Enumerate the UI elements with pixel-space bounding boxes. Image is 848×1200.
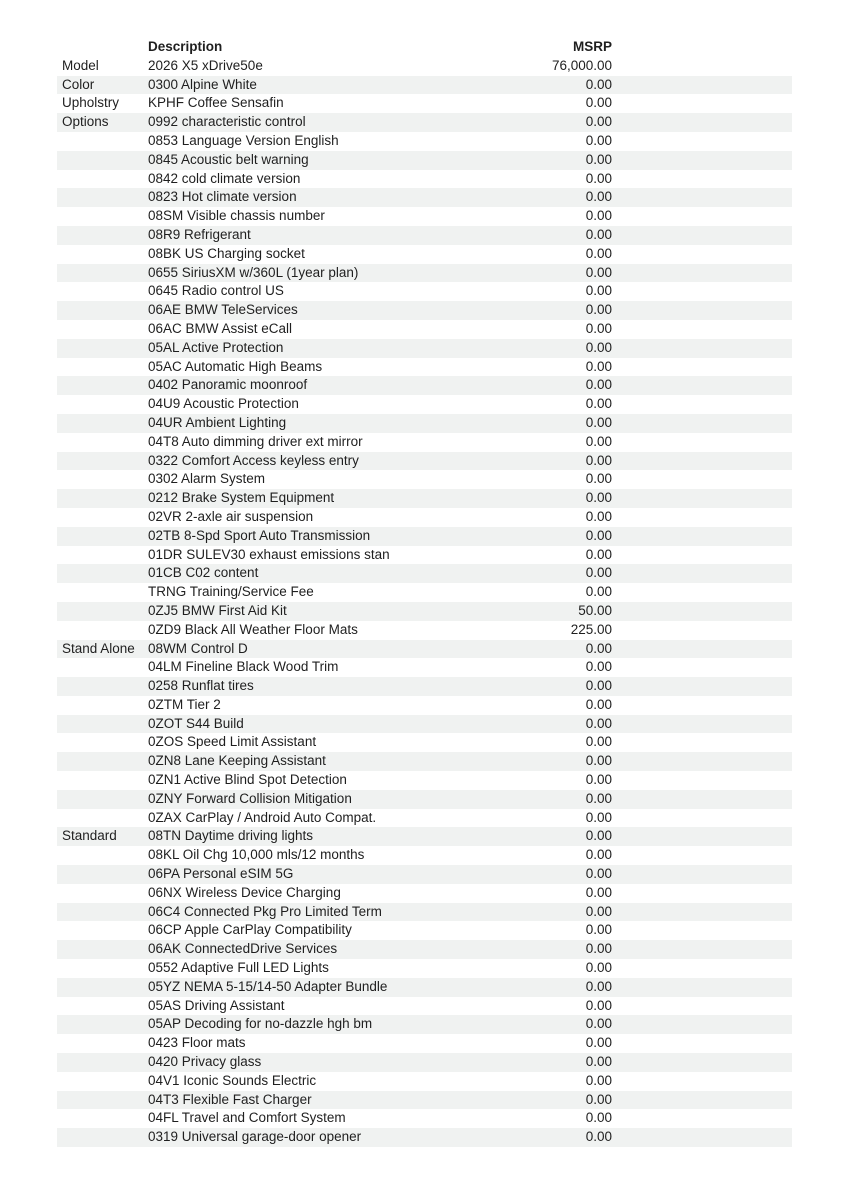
table-row [57,358,792,377]
row-description: TRNG Training/Service Fee [148,584,314,600]
row-category-label [57,226,148,245]
row-spacer [612,376,792,395]
row-msrp: 0.00 [585,358,612,374]
row-category-label [57,264,148,283]
table-header-row [57,38,792,57]
row-category-label [57,151,148,170]
table-row [57,546,792,565]
table-row [57,470,792,489]
row-spacer [612,790,792,809]
row-description: 04UR Ambient Lighting [148,414,287,430]
table-row [57,1034,792,1053]
row-msrp: 0.00 [585,283,612,299]
row-spacer [612,470,792,489]
row-msrp: 0.00 [585,584,612,600]
row-description: 0ZAX CarPlay / Android Auto Compat. [148,809,377,825]
row-description: 04FL Travel and Comfort System [148,1110,346,1126]
row-description: 0322 Comfort Access keyless entry [148,452,359,468]
row-description: 08SM Visible chassis number [148,208,325,224]
row-description: KPHF Coffee Sensafin [148,95,284,111]
row-description: 04T8 Auto dimming driver ext mirror [148,433,363,449]
row-description: 0ZN1 Active Blind Spot Detection [148,772,347,788]
row-spacer [612,978,792,997]
row-msrp: 0.00 [585,377,612,393]
row-category-label [57,1053,148,1072]
category-column-header [57,38,148,57]
row-category-label [57,489,148,508]
table-row [57,583,792,602]
row-category-label [57,527,148,546]
row-description: 0212 Brake System Equipment [148,490,335,506]
row-category-label [57,546,148,565]
row-category-label [57,470,148,489]
row-description: 0992 characteristic control [148,114,306,130]
row-description: 0853 Language Version English [148,132,339,148]
row-spacer [612,771,792,790]
row-category-label [57,583,148,602]
row-description: 05AS Driving Assistant [148,997,285,1013]
row-description: 08R9 Refrigerant [148,226,251,242]
table-row [57,170,792,189]
row-description: 0ZJ5 BMW First Aid Kit [148,602,287,618]
table-row [57,827,792,846]
row-category-label [57,207,148,226]
table-row [57,452,792,471]
table-row [57,752,792,771]
row-spacer [612,696,792,715]
row-spacer [612,940,792,959]
row-category-label [57,903,148,922]
row-spacer [612,245,792,264]
row-description: 0645 Radio control US [148,283,284,299]
row-spacer [612,884,792,903]
table-row [57,282,792,301]
row-description: 0420 Privacy glass [148,1054,262,1070]
table-row [57,658,792,677]
row-description: 0655 SiriusXM w/360L (1year plan) [148,264,359,280]
table-row [57,264,792,283]
row-description: 08BK US Charging socket [148,245,305,261]
row-description: 0552 Adaptive Full LED Lights [148,960,329,976]
table-row [57,640,792,659]
row-description: 08KL Oil Chg 10,000 mls/12 months [148,847,365,863]
row-spacer [612,640,792,659]
table-row [57,809,792,828]
row-category-label [57,1034,148,1053]
row-msrp: 0.00 [585,132,612,148]
table-row [57,1053,792,1072]
table-row [57,1072,792,1091]
table-row [57,1091,792,1110]
table-row [57,113,792,132]
row-msrp: 0.00 [585,546,612,562]
row-spacer [612,809,792,828]
row-msrp: 0.00 [585,997,612,1013]
table-row [57,527,792,546]
table-row [57,57,792,76]
row-msrp: 0.00 [585,527,612,543]
table-row [57,1109,792,1128]
row-msrp: 0.00 [585,1035,612,1051]
row-category-label [57,790,148,809]
row-category-label [57,395,148,414]
row-msrp: 0.00 [585,753,612,769]
row-spacer [612,282,792,301]
row-spacer [612,151,792,170]
row-description: 0ZOS Speed Limit Assistant [148,734,317,750]
row-spacer [612,959,792,978]
row-description: 0ZTM Tier 2 [148,696,221,712]
row-description: 0258 Runflat tires [148,678,254,694]
row-spacer [612,546,792,565]
row-spacer [612,846,792,865]
row-msrp: 0.00 [585,490,612,506]
row-description: 01CB C02 content [148,565,259,581]
row-spacer [612,1072,792,1091]
row-msrp: 0.00 [585,1054,612,1070]
row-category-label: Stand Alone [62,640,135,656]
row-category-label [57,940,148,959]
row-spacer [612,301,792,320]
row-spacer [612,1091,792,1110]
row-description: 06AE BMW TeleServices [148,302,298,318]
table-row [57,151,792,170]
row-category-label [57,188,148,207]
row-spacer [612,715,792,734]
row-spacer [612,827,792,846]
table-row [57,76,792,95]
row-category-label [57,452,148,471]
row-msrp: 0.00 [585,790,612,806]
table-row [57,621,792,640]
row-description: 02TB 8-Spd Sport Auto Transmission [148,527,371,543]
row-spacer [612,452,792,471]
row-spacer [612,395,792,414]
table-row [57,320,792,339]
row-category-label [57,959,148,978]
row-description: 02VR 2-axle air suspension [148,508,314,524]
row-category-label: Options [62,114,109,130]
row-msrp: 76,000.00 [551,57,612,73]
row-msrp: 0.00 [585,866,612,882]
table-row [57,921,792,940]
row-category-label: Color [62,76,95,92]
row-msrp: 0.00 [585,95,612,111]
row-spacer [612,508,792,527]
row-description: 0300 Alpine White [148,76,257,92]
row-description: 04U9 Acoustic Protection [148,396,299,412]
table-row [57,978,792,997]
table-row [57,677,792,696]
row-spacer [612,527,792,546]
table-row [57,339,792,358]
row-spacer [612,1053,792,1072]
row-category-label [57,282,148,301]
table-row [57,696,792,715]
row-spacer [612,226,792,245]
row-spacer [612,733,792,752]
row-msrp: 0.00 [585,884,612,900]
table-row [57,188,792,207]
table-row [57,884,792,903]
row-category-label [57,715,148,734]
table-row [57,771,792,790]
row-spacer [612,921,792,940]
row-description: 05YZ NEMA 5-15/14-50 Adapter Bundle [148,978,388,994]
row-category-label [57,132,148,151]
row-spacer [612,1128,792,1147]
row-category-label: Model [62,57,99,73]
row-category-label [57,376,148,395]
row-spacer [612,170,792,189]
table-row [57,489,792,508]
row-description: 05AL Active Protection [148,339,284,355]
row-category-label [57,339,148,358]
table-row [57,376,792,395]
row-category-label [57,170,148,189]
row-spacer [612,865,792,884]
table-row [57,865,792,884]
row-msrp: 0.00 [585,903,612,919]
row-category-label [57,320,148,339]
table-row [57,226,792,245]
row-msrp: 0.00 [585,1016,612,1032]
row-category-label [57,245,148,264]
row-spacer [612,188,792,207]
table-row [57,132,792,151]
row-spacer [612,132,792,151]
row-msrp: 0.00 [585,302,612,318]
table-row [57,602,792,621]
row-msrp: 0.00 [585,414,612,430]
row-category-label [57,865,148,884]
row-description: 06CP Apple CarPlay Compatibility [148,922,352,938]
table-row [57,1015,792,1034]
row-category-label [57,677,148,696]
row-description: 0319 Universal garage-door opener [148,1129,362,1145]
table-row [57,959,792,978]
row-category-label [57,978,148,997]
table-row [57,564,792,583]
row-msrp: 0.00 [585,1110,612,1126]
row-msrp: 0.00 [585,508,612,524]
table-row [57,414,792,433]
row-category-label [57,301,148,320]
pricing-table [57,38,792,1147]
table-row [57,433,792,452]
row-category-label [57,696,148,715]
row-msrp: 0.00 [585,978,612,994]
row-msrp: 0.00 [585,396,612,412]
row-spacer [612,602,792,621]
row-msrp: 0.00 [585,208,612,224]
row-msrp: 0.00 [585,696,612,712]
row-category-label [57,1109,148,1128]
row-spacer [612,320,792,339]
row-category-label [57,809,148,828]
row-description: 04LM Fineline Black Wood Trim [148,659,339,675]
row-msrp: 0.00 [585,847,612,863]
table-row [57,790,792,809]
row-msrp: 0.00 [585,659,612,675]
row-msrp: 0.00 [585,339,612,355]
row-msrp: 0.00 [585,170,612,186]
row-msrp: 0.00 [585,1091,612,1107]
row-category-label [57,621,148,640]
msrp-column-header: MSRP [572,39,612,54]
row-spacer [612,677,792,696]
row-description: 06C4 Connected Pkg Pro Limited Term [148,903,382,919]
table-row [57,997,792,1016]
row-msrp: 0.00 [585,114,612,130]
table-row [57,1128,792,1147]
row-category-label [57,414,148,433]
row-description: 04V1 Iconic Sounds Electric [148,1072,317,1088]
row-spacer [612,583,792,602]
row-msrp: 0.00 [585,471,612,487]
row-msrp: 0.00 [585,433,612,449]
row-spacer [612,621,792,640]
row-description: 06AC BMW Assist eCall [148,320,293,336]
row-description: 06NX Wireless Device Charging [148,884,341,900]
table-row [57,715,792,734]
row-description: 01DR SULEV30 exhaust emissions stan [148,546,390,562]
row-msrp: 0.00 [585,828,612,844]
table-row [57,207,792,226]
row-category-label [57,733,148,752]
row-msrp: 0.00 [585,640,612,656]
row-description: 0423 Floor mats [148,1035,246,1051]
row-spacer [612,207,792,226]
row-category-label [57,602,148,621]
row-category-label [57,658,148,677]
row-description: 06PA Personal eSIM 5G [148,866,294,882]
row-description: 0842 cold climate version [148,170,301,186]
row-msrp: 0.00 [585,922,612,938]
row-msrp: 0.00 [585,452,612,468]
row-spacer [612,903,792,922]
row-description: 04T3 Flexible Fast Charger [148,1091,312,1107]
row-msrp: 0.00 [585,226,612,242]
row-spacer [612,997,792,1016]
row-spacer [612,358,792,377]
row-category-label [57,921,148,940]
row-description: 06AK ConnectedDrive Services [148,941,338,957]
row-category-label [57,564,148,583]
row-category-label [57,884,148,903]
table-row [57,508,792,527]
row-msrp: 0.00 [585,772,612,788]
row-spacer [612,752,792,771]
row-description: 0ZD9 Black All Weather Floor Mats [148,621,358,637]
row-category-label [57,508,148,527]
row-msrp: 0.00 [585,565,612,581]
row-description: 08WM Control D [148,640,248,656]
table-row [57,245,792,264]
row-msrp: 0.00 [585,1129,612,1145]
row-spacer [612,76,792,95]
row-description: 0845 Acoustic belt warning [148,151,309,167]
row-category-label [57,771,148,790]
row-category-label [57,997,148,1016]
row-msrp: 0.00 [585,76,612,92]
row-category-label [57,846,148,865]
row-category-label [57,433,148,452]
table-body [57,57,792,1147]
table-row [57,846,792,865]
row-msrp: 0.00 [585,264,612,280]
header-spacer [612,38,792,57]
row-description: 05AP Decoding for no-dazzle hgh bm [148,1016,373,1032]
row-msrp: 0.00 [585,151,612,167]
row-description: 0ZN8 Lane Keeping Assistant [148,753,326,769]
row-msrp: 225.00 [570,621,612,637]
row-description: 05AC Automatic High Beams [148,358,323,374]
table-row [57,733,792,752]
row-spacer [612,57,792,76]
row-msrp: 0.00 [585,678,612,694]
row-msrp: 0.00 [585,734,612,750]
row-msrp: 50.00 [578,602,612,618]
row-description: 2026 X5 xDrive50e [148,57,263,73]
row-spacer [612,113,792,132]
row-spacer [612,489,792,508]
row-description: 0ZOT S44 Build [148,715,244,731]
row-spacer [612,1109,792,1128]
row-category-label [57,1015,148,1034]
row-msrp: 0.00 [585,941,612,957]
row-spacer [612,1015,792,1034]
row-category-label [57,358,148,377]
table-row [57,94,792,113]
row-category-label [57,1072,148,1091]
table-row [57,395,792,414]
row-msrp: 0.00 [585,245,612,261]
row-category-label [57,752,148,771]
row-spacer [612,94,792,113]
row-description: 0302 Alarm System [148,471,266,487]
row-category-label: Upholstry [62,95,120,111]
row-msrp: 0.00 [585,715,612,731]
row-spacer [612,414,792,433]
row-spacer [612,658,792,677]
row-msrp: 0.00 [585,189,612,205]
row-msrp: 0.00 [585,320,612,336]
row-description: 0823 Hot climate version [148,189,297,205]
row-description: 0ZNY Forward Collision Mitigation [148,790,352,806]
row-spacer [612,1034,792,1053]
row-description: 08TN Daytime driving lights [148,828,314,844]
row-spacer [612,564,792,583]
row-description: 0402 Panoramic moonroof [148,377,308,393]
row-spacer [612,264,792,283]
row-msrp: 0.00 [585,809,612,825]
table-row [57,940,792,959]
row-category-label: Standard [62,828,117,844]
row-msrp: 0.00 [585,1072,612,1088]
row-msrp: 0.00 [585,960,612,976]
table-row [57,301,792,320]
row-category-label [57,1091,148,1110]
row-spacer [612,339,792,358]
row-spacer [612,433,792,452]
description-column-header: Description [148,39,223,54]
row-category-label [57,1128,148,1147]
table-row [57,903,792,922]
